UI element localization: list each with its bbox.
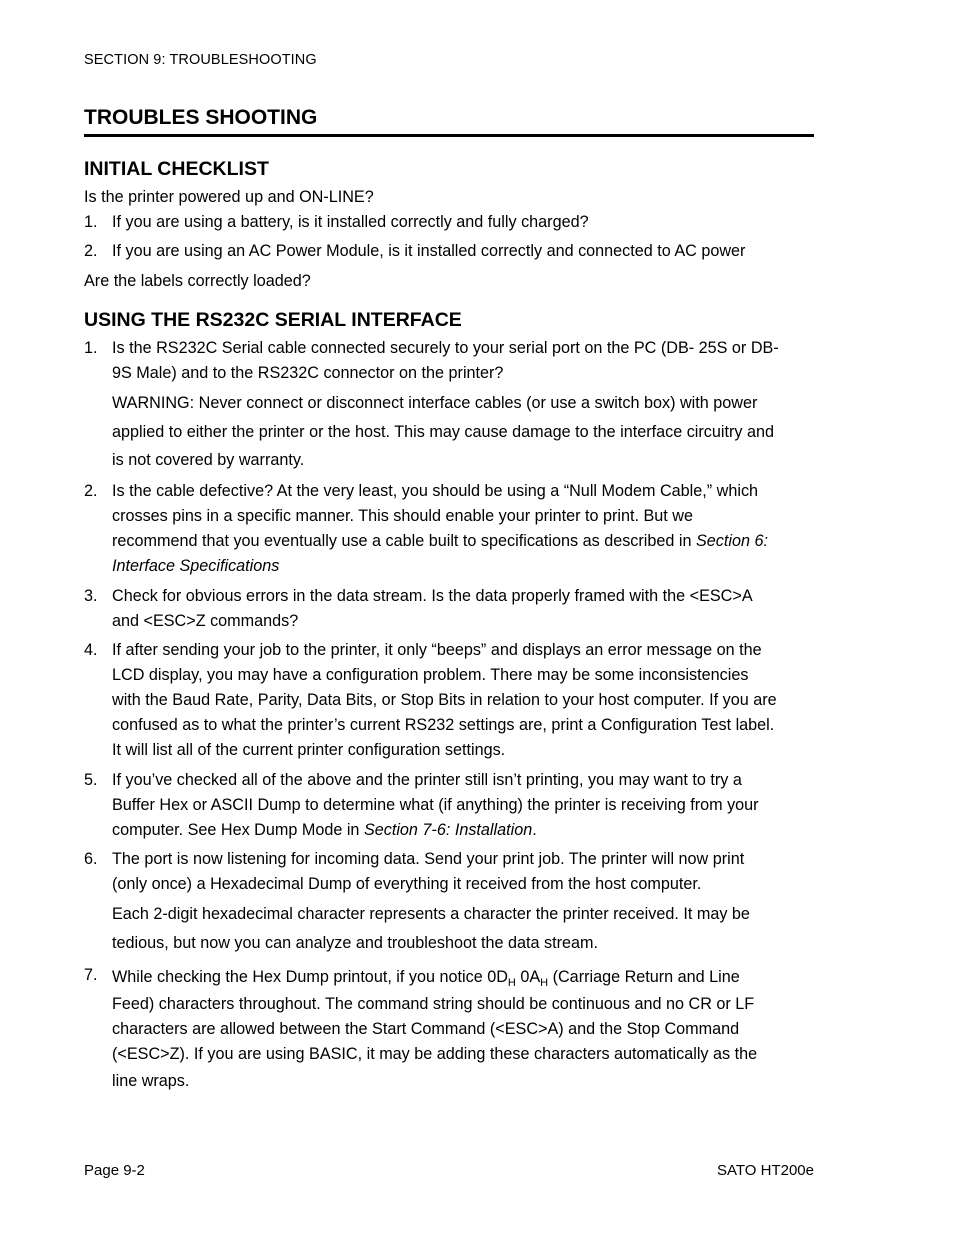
page-title: TROUBLES SHOOTING <box>84 106 318 129</box>
list-number: 5. <box>84 771 98 789</box>
list-item-text: (Carriage Return and Line <box>548 968 740 986</box>
list-item-text: Is the cable defective? At the very least, you should be using a “Null Modem Cable,” which <box>112 482 759 500</box>
list-item-text: confused as to what the printer’s current RS232 settings are, print a Configuration Test label. <box>112 716 775 734</box>
title-divider <box>84 134 814 137</box>
list-number: 2. <box>84 242 98 260</box>
list-item-text: If you are using a battery, is it installed correctly and fully charged? <box>112 213 589 231</box>
list-item-text: (only once) a Hexadecimal Dump of everything it received from the host computer. <box>112 875 702 893</box>
list-item-text: and <ESC>Z commands? <box>112 612 299 630</box>
list-item-text: (<ESC>Z). If you are using BASIC, it may be adding these characters automatically as the <box>112 1044 758 1063</box>
list-item-text: 9S Male) and to the RS232C connector on the printer? <box>112 364 504 382</box>
list-number: 2. <box>84 482 98 500</box>
page-number: Page 9-2 <box>84 1162 145 1179</box>
warning-text: is not covered by warranty. <box>112 451 305 469</box>
hex-dump-note <box>112 900 750 957</box>
list-item-text: LCD display, you may have a configuration problem. There may be some inconsistencies <box>112 666 749 684</box>
list-item-text: Buffer Hex or ASCII Dump to determine what (if anything) the printer is receiving from your <box>112 796 759 814</box>
list-item-text: Is the RS232C Serial cable connected securely to your serial port on the PC (DB- 25S or DB- <box>112 339 779 357</box>
list-item-text: While checking the Hex Dump printout, if you notice 0D <box>112 968 508 986</box>
warning-note <box>112 389 774 475</box>
warning-text: WARNING: Never connect or disconnect interface cables (or use a switch box) with power <box>112 394 758 412</box>
hex-subscript: H <box>507 977 516 989</box>
checklist-question-power: Is the printer powered up and ON-LINE? <box>84 188 374 206</box>
list-number: 7. <box>84 966 98 984</box>
note-text: tedious, but now you can analyze and troubleshoot the data stream. <box>112 933 598 952</box>
section-reference: Interface Specifications <box>112 557 280 575</box>
list-item-text: Check for obvious errors in the data stream. Is the data properly framed with the <ESC>A <box>112 587 753 605</box>
list-item-text: with the Baud Rate, Parity, Data Bits, or Stop Bits in relation to your host computer. If you are <box>112 691 777 709</box>
list-item-text: line wraps. <box>112 1071 190 1090</box>
rs232-heading: USING THE RS232C SERIAL INTERFACE <box>84 309 462 331</box>
list-item-text: 0A <box>515 968 541 986</box>
warning-text: applied to either the printer or the host. This may cause damage to the interface circuitry and <box>112 422 774 441</box>
list-number: 4. <box>84 641 98 659</box>
section-reference: Section 6: <box>695 532 768 550</box>
sentence-period: . <box>532 821 537 839</box>
list-item-text: computer. See Hex Dump Mode in <box>112 821 360 839</box>
list-item-text: characters are allowed between the Start Command (<ESC>A) and the Stop Command <box>112 1019 740 1038</box>
list-item-text: It will list all of the current printer configuration settings. <box>112 741 506 759</box>
list-number: 1. <box>84 339 98 357</box>
list-item-text: If you’ve checked all of the above and the printer still isn’t printing, you may want to try a <box>112 771 742 789</box>
list-item-text: If after sending your job to the printer, it only “beeps” and displays an error message on the <box>112 641 762 659</box>
list-number: 6. <box>84 850 98 868</box>
list-item-text: The port is now listening for incoming data. Send your print job. The printer will now print <box>112 850 745 868</box>
checklist-question-labels: Are the labels correctly loaded? <box>84 272 311 290</box>
hex-subscript: H <box>540 977 549 989</box>
list-number: 1. <box>84 213 98 231</box>
list-item-text: If you are using an AC Power Module, is it installed correctly and connected to AC power <box>112 242 746 260</box>
initial-checklist-heading: INITIAL CHECKLIST <box>84 158 269 180</box>
section-reference: Section 7-6: Installation <box>363 821 533 839</box>
list-item-text: recommend that you eventually use a cable built to specifications as described in <box>112 532 692 550</box>
list-item-text: crosses pins in a specific manner. This should enable your printer to print. But we <box>112 507 693 525</box>
running-header: SECTION 9: TROUBLESHOOTING <box>84 52 317 68</box>
product-name: SATO HT200e <box>717 1162 814 1179</box>
note-text: Each 2-digit hexadecimal character represents a character the printer received. It may be <box>112 905 750 923</box>
list-item-text: Feed) characters throughout. The command string should be continuous and no CR or LF <box>112 994 755 1013</box>
list-number: 3. <box>84 587 98 605</box>
